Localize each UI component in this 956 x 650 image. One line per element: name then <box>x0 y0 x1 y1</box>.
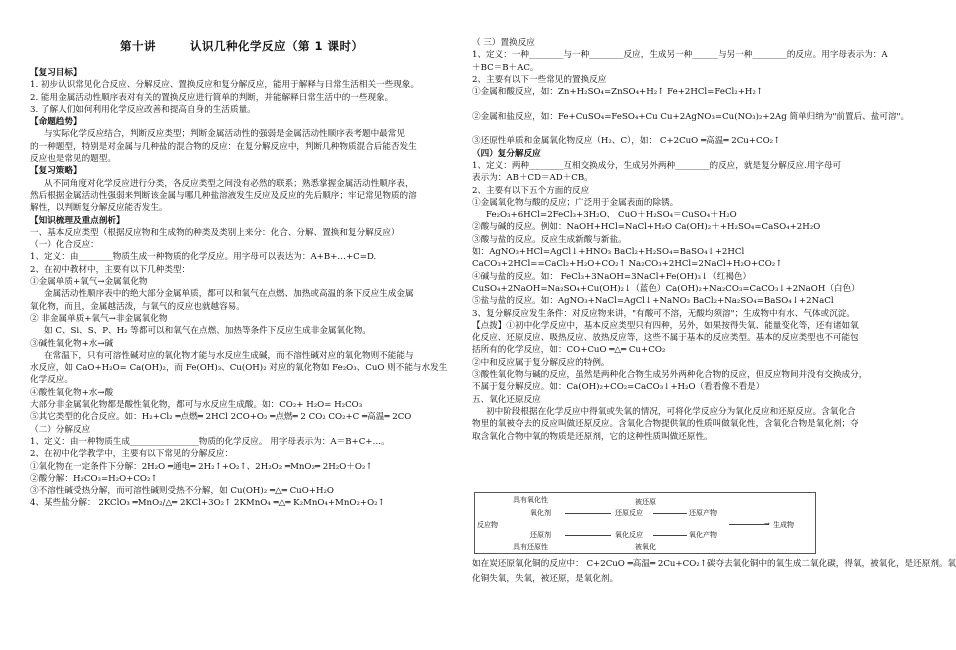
text-line: ③不溶性碱受热分解，而可溶性碱则受热不分解，如 Cu(OH)₂ ═△═ CuO+H₂O <box>30 486 334 497</box>
text-line: ①金属单质+氧气→金属氧化物 <box>30 277 148 288</box>
text-line: ④碱与盐的反应。如： FeCl₃+3NaOH=3NaCl+Fe(OH)₃↓（红褐色） <box>472 271 752 282</box>
text-line: 表示为：AB＋CD＝AD＋CB。 <box>472 173 593 184</box>
text-line: ③碱性氧化物+水→碱 <box>30 338 114 349</box>
text-line: 1. 初步认识常见化合反应、分解反应、置换反应和复分解反应，能用于解释与日常生活相关一些现象。 <box>30 80 420 91</box>
text-line: Fe₂O₃+6HCl=2FeCl₃+3H₂O、 CuO＋H₂SO₄＝CuSO₄＋H₂O <box>486 210 737 221</box>
text-line: 的一种题型，特别是对金属与几种盐的混合物的反应：在复分解反应中，判断几种物质混合后能否发生 <box>30 141 417 152</box>
diagram-label: 还原剂 <box>530 531 551 539</box>
text-line <box>472 123 902 135</box>
text-line: 取含氧化合物中氧的物质是还原剂，它的这种性质叫做还原性。 <box>472 431 713 442</box>
text-line: ⑤其它类型的化合反应。如：H₂+Cl₂ ═点燃═ 2HCl 2CO+O₂ ═点燃═ 2 CO₂ CO₂+C ═高温═ 2CO <box>30 412 412 423</box>
text-line: 然后根据金属活动性强弱来判断该金属与哪几种盐溶液发生反应及反应的先后顺序；牢记常见物质的溶 <box>30 190 417 201</box>
text-line: （ 三）置换反应 <box>472 38 535 48</box>
text-line: 1、定义：由一种物质生成________________物质的化学反应。 用字母表示为：A＝B+C+…。 <box>30 436 390 447</box>
text-line: 一、基本反应类型（根据反应物和生成物的种类及类别上来分：化合、分解、置换和复分解反应） <box>30 227 400 238</box>
page-title <box>120 40 398 52</box>
diagram-line <box>653 513 687 514</box>
text-line: 化反应、还原反应、吸热反应、放热反应等，这些不属于基本的反应类型。基本的反应类型也不可能包 <box>472 333 859 344</box>
text-line: 反应也是常见的题型。 <box>30 154 116 165</box>
text-line: CaCO₃+2HCl==CaCl₂+H₂O+CO₂↑ Na₂CO₃+2HCl=2NaCl+H₂O+CO₂↑ <box>472 259 783 270</box>
text-line: 如在炭还原氧化铜的反应中： C+2CuO ═高温═ 2Cu+CO₂↑碳夺去氧化铜中的氧生成二氧化碳，得氧，被氧化，是还原剂。氧 <box>472 559 956 569</box>
diagram-label: 氧化产物 <box>689 531 717 539</box>
text-line: 2、主要有以下五个方面的反应 <box>472 185 590 196</box>
text-line: 解性，以判断复分解反应能否发生。 <box>30 203 168 214</box>
text-line: （二）分解反应 <box>30 424 91 435</box>
text-line: 如：AgNO₃+HCl=AgCl↓+HNO₃ BaCl₂+H₂SO₄=BaSO₄↓+2HCl <box>472 247 745 258</box>
text-line: ③酸与盐的反应。反应生成新酸与新盐。 <box>472 234 627 245</box>
text-line: 化学反应。 <box>30 375 73 386</box>
text-line: ④酸性氧化物+水→酸 <box>30 387 114 398</box>
right-column <box>472 37 910 443</box>
text-line: 3、复分解反应发生条件：对反应物来讲，"有酸可不溶，无酸均须溶"；生成物中有水、气体或沉淀。 <box>472 308 855 319</box>
diagram-line <box>729 524 769 525</box>
lesson-number: 第十讲 <box>120 39 156 53</box>
text-line: 大部分非金属氧化物都是酸性氧化物，都可与水反应生成酸。如：CO₂+ H₂O= H₂CO₃ <box>30 400 363 411</box>
text-line: ②金属和盐反应，如：Fe+CuSO₄=FeSO₄+Cu Cu+2AgNO₃=Cu(NO₃)₂+2Ag 简单归纳为"前置后、盐可溶"。 <box>472 111 910 122</box>
diagram-line <box>565 535 611 536</box>
text-line: 【命题趋势】 <box>30 117 82 128</box>
diagram-label: 氧化反应 <box>615 531 643 539</box>
text-line: 2、在初中教材中，主要有以下几种类型： <box>30 264 191 275</box>
diagram-label: 生成物 <box>773 521 794 529</box>
text-line: 氧化物，而且，金属越活泼，与氧气的反应也就越容易。 <box>30 301 245 312</box>
text-line: ②酸与碱的反应。例如：NaOH+HCl=NaCl+H₂O Ca(OH)₂＋+H₂SO₄=CaSO₄+2H₂O <box>472 222 821 233</box>
text-line: ⑤盐与盐的反应。如：AgNO₃+NaCl=AgCl↓+NaNO₃ BaCl₂+Na₂SO₄=BaSO₄↓+2NaCl <box>472 296 834 307</box>
text-line: ② 非金属单质+氧气→非金属氧化物 <box>30 313 168 324</box>
text-line: 不属于复分解反应。如：Ca(OH)₂+CO₂=CaCO₃↓+H₂O（看看像不看是） <box>472 382 765 393</box>
text-line: 【点拨】①初中化学反应中，基本反应类型只有四种，另外，如果按得失氧、能量变化等，还有诸如氧 <box>472 320 859 331</box>
text-line: ①金属氧化物与酸的反应；广泛用于金属表面的除锈。 <box>472 197 679 208</box>
diagram-label: 反应物 <box>477 521 498 529</box>
text-line: CuSO₄+2NaOH=Na₂SO₄+Cu(OH)₂↓（蓝色）Ca(OH)₂+Na₂CO₃=CaCO₃↓+2NaOH（白色） <box>472 283 860 294</box>
text-line: 2、主要有以下一些常见的置换反应 <box>472 74 607 85</box>
text-line: 五、氧化还原反应 <box>472 394 541 405</box>
text-line: 金属活动性顺序表中的绝大部分金属单质，都可以和氧气在点燃、加热或高温的条下反应生成金属 <box>44 289 414 300</box>
bottom-text <box>472 557 956 587</box>
text-line: 1、定义：一种________与一种________反应，生成另一种______与另一种________的反应。用字母表示为：A <box>472 50 888 61</box>
diagram-label: 具有氧化性 <box>513 496 548 504</box>
text-line: 水反应，如 CaO+H₂O= Ca(OH)₂，而 Fe(OH)₃、Cu(OH)₂ 对应的氧化物如 Fe₂O₃、CuO 则不能与水发生 <box>30 363 448 374</box>
text-line: 在常温下，只有可溶性碱对应的氧化物才能与水反应生成碱，而不溶性碱对应的氧化物则不能能与 <box>44 350 414 361</box>
text-line: ③酸性氧化物与碱的反应，虽然是两种化合物生成另外两种化合物的反应，但反应物间并没有交换成分， <box>472 370 868 381</box>
text-line: 1、定义：两种________互相交换成分，生成另外两种________的反应，就是复分解反应.用字母可 <box>472 160 842 171</box>
text-line: 【复习目标】 <box>30 68 82 78</box>
text-line: ①金属和酸反应，如：Zn+H₂SO₄=ZnSO₄+H₂↑ Fe+2HCl=FeCl₂+H₂↑ <box>472 87 764 98</box>
text-line: 2. 能用金属活动性顺序表对有关的置换反应进行简单的判断，并能解释日常生活中的一些现象。 <box>30 92 394 103</box>
diagram-label: 被还原 <box>635 498 656 506</box>
redox-diagram <box>474 492 816 554</box>
text-line: 1、定义：由________物质生成一种物质的化学反应。用字母可以表达为：A+B+…+C=D. <box>30 252 377 263</box>
text-line: 物里的氧被夺去的反应叫做还原反应。含氧化合物提供氧的性质叫做氧化性，含氧化合物是氧化剂；夺 <box>472 419 859 430</box>
text-line: （一）化合反应： <box>30 240 99 251</box>
text-line: 【知识梳理及重点剖析】 <box>30 215 125 226</box>
text-line: 4、某些盐分解： 2KClO₃ ═MnO₂/△═ 2KCl+3O₂↑ 2KMnO₄ ═△═ K₂MnO₄+MnO₂+O₂↑ <box>30 498 385 509</box>
text-line: 与实际化学反应结合，判断反应类型；判断金属活动性的强弱是金属活动性顺序表考题中最常见 <box>44 129 405 140</box>
left-column <box>30 67 450 510</box>
text-line: 3. 了解人们如何利用化学反应改善和提高自身的生活质量。 <box>30 104 256 115</box>
text-line: （四）复分解反应 <box>472 148 541 159</box>
text-line: ＋BC＝B＋AC。 <box>472 62 539 73</box>
diagram-label: 具有还原性 <box>513 543 548 551</box>
text-line <box>472 98 902 110</box>
diagram-line <box>565 513 611 514</box>
diagram-label: 还原反应 <box>615 509 643 517</box>
diagram-label: 还原产物 <box>689 509 717 517</box>
lesson-name: 认识几种化学反应（第 1 课时） <box>190 39 364 53</box>
text-line: 2、在初中化学教学中，主要有以下常见的分解反应： <box>30 449 234 460</box>
text-line: 【复习策略】 <box>30 166 82 177</box>
diagram-label: 被氧化 <box>635 543 656 551</box>
diagram-line <box>653 535 687 536</box>
text-line: 从不同角度对化学反应进行分类，各反应类型之间没有必然的联系；熟悉掌握金属活动性顺序表， <box>44 178 414 189</box>
text-line: 化铜失氧，失氧，被还原，是氧化剂。 <box>472 574 619 584</box>
text-line: ③还原性单质和金属氧化物反应（H₂、C），如： C+2CuO ═高温═ 2Cu+CO₂↑ <box>472 136 781 147</box>
text-line: 括所有的化学反应，如：CO+CuO ═△═ Cu+CO₂ <box>472 345 666 356</box>
text-line: 如 C、Si、S、P、H₂ 等都可以和氧气在点燃、加热等条件下反应生成非金属氧化物。 <box>44 326 371 337</box>
text-line: ②中和反应属于复分解反应的特例。 <box>472 357 610 368</box>
text-line: 初中阶段根据在化学反应中得氧或失氧的情况，可将化学反应分为氧化反应和还原反应。含氧化合 <box>486 406 856 417</box>
diagram-label: 氧化剂 <box>530 509 551 517</box>
text-line: ①氧化物在一定条件下分解：2H₂O ═通电═ 2H₂↑+O₂↑、2H₂O₂ ═MnO₂═ 2H₂O＋O₂↑ <box>30 461 373 472</box>
arrow-icon: → <box>764 520 770 528</box>
text-line: ②酸分解：H₂CO₃=H₂O+CO₂↑ <box>30 473 158 484</box>
